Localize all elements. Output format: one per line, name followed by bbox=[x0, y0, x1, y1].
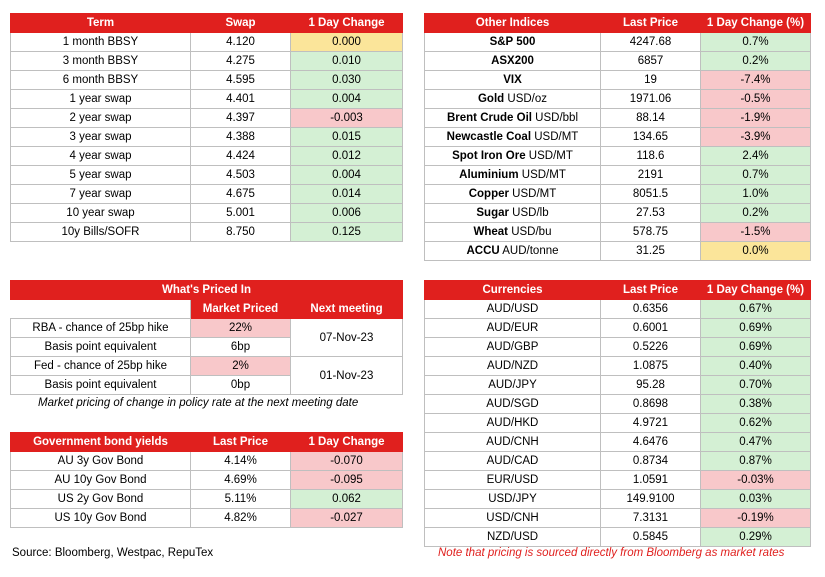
bond-price: 4.82% bbox=[191, 509, 291, 528]
currency-pair: AUD/EUR bbox=[425, 319, 601, 338]
swap-value: 4.595 bbox=[191, 71, 291, 90]
index-unit: USD/oz bbox=[507, 93, 548, 105]
index-label: S&P 500 bbox=[489, 36, 536, 48]
table-row bbox=[425, 185, 811, 204]
currency-change: -0.03% bbox=[701, 471, 811, 490]
table-row bbox=[11, 90, 403, 109]
table-row bbox=[425, 414, 811, 433]
table-row bbox=[425, 319, 811, 338]
index-label: Sugar bbox=[476, 207, 509, 219]
index-label: Aluminium bbox=[459, 169, 519, 181]
bond-name: AU 3y Gov Bond bbox=[11, 452, 191, 471]
index-name bbox=[425, 147, 601, 166]
swap-value: 4.424 bbox=[191, 147, 291, 166]
whats-priced-in-table bbox=[10, 280, 403, 395]
table-row bbox=[425, 300, 811, 319]
index-unit: USD/MT bbox=[512, 188, 557, 200]
table-row bbox=[425, 452, 811, 471]
header-currency-last-price: Last Price bbox=[601, 281, 701, 300]
table-row bbox=[425, 52, 811, 71]
index-unit: USD/MT bbox=[534, 131, 579, 143]
index-label: Brent Crude Oil bbox=[446, 112, 532, 124]
header-bond-1day-change: 1 Day Change bbox=[291, 433, 403, 452]
currency-price: 4.9721 bbox=[601, 414, 701, 433]
index-name bbox=[425, 52, 601, 71]
table-row bbox=[11, 71, 403, 90]
table-row bbox=[425, 528, 811, 547]
table-row bbox=[425, 509, 811, 528]
table-row bbox=[425, 395, 811, 414]
currency-change: 0.62% bbox=[701, 414, 811, 433]
swap-term: 2 year swap bbox=[11, 109, 191, 128]
currency-change: -0.19% bbox=[701, 509, 811, 528]
index-price: 1971.06 bbox=[601, 90, 701, 109]
index-unit: USD/bu bbox=[511, 226, 552, 238]
table-row bbox=[11, 471, 403, 490]
swap-rates-table bbox=[10, 13, 403, 242]
fed-hike-value: 2% bbox=[191, 357, 291, 376]
currency-pair: NZD/USD bbox=[425, 528, 601, 547]
table-row bbox=[11, 509, 403, 528]
currency-pair: AUD/GBP bbox=[425, 338, 601, 357]
header-1day-change-pct: 1 Day Change (%) bbox=[701, 14, 811, 33]
index-price: 19 bbox=[601, 71, 701, 90]
currency-price: 0.8698 bbox=[601, 395, 701, 414]
bond-change: -0.070 bbox=[291, 452, 403, 471]
table-row bbox=[11, 223, 403, 242]
header-other-indices: Other Indices bbox=[425, 14, 601, 33]
currencies-table bbox=[424, 280, 811, 547]
currency-price: 4.6476 bbox=[601, 433, 701, 452]
index-change: -1.9% bbox=[701, 109, 811, 128]
currency-price: 0.5226 bbox=[601, 338, 701, 357]
other-indices-table bbox=[424, 13, 811, 261]
swap-change: -0.003 bbox=[291, 109, 403, 128]
index-change: 2.4% bbox=[701, 147, 811, 166]
currency-change: 0.70% bbox=[701, 376, 811, 395]
index-unit: USD/MT bbox=[521, 169, 566, 181]
index-price: 134.65 bbox=[601, 128, 701, 147]
swap-value: 4.397 bbox=[191, 109, 291, 128]
index-change: 0.2% bbox=[701, 204, 811, 223]
currency-price: 0.8734 bbox=[601, 452, 701, 471]
table-row bbox=[425, 433, 811, 452]
header-bond-last-price: Last Price bbox=[191, 433, 291, 452]
index-price: 2191 bbox=[601, 166, 701, 185]
currency-pair: USD/JPY bbox=[425, 490, 601, 509]
table-row bbox=[425, 128, 811, 147]
currency-change: 0.69% bbox=[701, 319, 811, 338]
index-price: 88.14 bbox=[601, 109, 701, 128]
index-name bbox=[425, 128, 601, 147]
index-name bbox=[425, 33, 601, 52]
rba-hike-value: 22% bbox=[191, 319, 291, 338]
index-label: Copper bbox=[468, 188, 509, 200]
index-label: ASX200 bbox=[491, 55, 534, 67]
currency-change: 0.38% bbox=[701, 395, 811, 414]
currency-pair: AUD/CNH bbox=[425, 433, 601, 452]
bond-change: -0.095 bbox=[291, 471, 403, 490]
table-row bbox=[425, 109, 811, 128]
index-change: -3.9% bbox=[701, 128, 811, 147]
table-row bbox=[425, 471, 811, 490]
rba-bp-value: 6bp bbox=[191, 338, 291, 357]
currency-price: 95.28 bbox=[601, 376, 701, 395]
bond-price: 4.69% bbox=[191, 471, 291, 490]
table-row bbox=[425, 376, 811, 395]
currency-pair: EUR/USD bbox=[425, 471, 601, 490]
index-change: 0.0% bbox=[701, 242, 811, 261]
swap-change: 0.012 bbox=[291, 147, 403, 166]
index-change: 1.0% bbox=[701, 185, 811, 204]
currency-price: 0.6356 bbox=[601, 300, 701, 319]
index-name bbox=[425, 185, 601, 204]
swap-term: 5 year swap bbox=[11, 166, 191, 185]
swap-term: 3 year swap bbox=[11, 128, 191, 147]
rba-hike-label: RBA - chance of 25bp hike bbox=[11, 319, 191, 338]
header-currencies: Currencies bbox=[425, 281, 601, 300]
index-name bbox=[425, 204, 601, 223]
swap-term: 3 month BBSY bbox=[11, 52, 191, 71]
index-change: 0.7% bbox=[701, 166, 811, 185]
swap-value: 5.001 bbox=[191, 204, 291, 223]
swap-change: 0.010 bbox=[291, 52, 403, 71]
bond-price: 4.14% bbox=[191, 452, 291, 471]
index-name bbox=[425, 71, 601, 90]
header-next-meeting: Next meeting bbox=[291, 300, 403, 319]
table-row bbox=[11, 166, 403, 185]
table-row bbox=[11, 128, 403, 147]
index-price: 578.75 bbox=[601, 223, 701, 242]
index-change: 0.7% bbox=[701, 33, 811, 52]
currency-pair: AUD/CAD bbox=[425, 452, 601, 471]
bond-name: AU 10y Gov Bond bbox=[11, 471, 191, 490]
index-price: 118.6 bbox=[601, 147, 701, 166]
swap-term: 6 month BBSY bbox=[11, 71, 191, 90]
swap-term: 10y Bills/SOFR bbox=[11, 223, 191, 242]
table-row bbox=[11, 490, 403, 509]
table-row bbox=[425, 357, 811, 376]
swap-term: 7 year swap bbox=[11, 185, 191, 204]
table-row bbox=[11, 452, 403, 471]
index-price: 4247.68 bbox=[601, 33, 701, 52]
header-last-price: Last Price bbox=[601, 14, 701, 33]
currency-pair: AUD/JPY bbox=[425, 376, 601, 395]
currency-change: 0.40% bbox=[701, 357, 811, 376]
table-row bbox=[11, 52, 403, 71]
swap-value: 4.675 bbox=[191, 185, 291, 204]
table-row bbox=[425, 71, 811, 90]
currency-price: 0.5845 bbox=[601, 528, 701, 547]
index-change: -1.5% bbox=[701, 223, 811, 242]
table-row bbox=[425, 166, 811, 185]
swap-change: 0.004 bbox=[291, 90, 403, 109]
swap-value: 4.401 bbox=[191, 90, 291, 109]
table-row bbox=[425, 90, 811, 109]
fed-next-meeting: 01-Nov-23 bbox=[291, 357, 403, 395]
index-name bbox=[425, 109, 601, 128]
header-term: Term bbox=[11, 14, 191, 33]
swap-change: 0.004 bbox=[291, 166, 403, 185]
currency-change: 0.03% bbox=[701, 490, 811, 509]
currency-price: 7.3131 bbox=[601, 509, 701, 528]
index-unit: USD/lb bbox=[512, 207, 549, 219]
rba-bp-label: Basis point equivalent bbox=[11, 338, 191, 357]
header-swap: Swap bbox=[191, 14, 291, 33]
index-price: 8051.5 bbox=[601, 185, 701, 204]
header-1day-change: 1 Day Change bbox=[291, 14, 403, 33]
fed-bp-label: Basis point equivalent bbox=[11, 376, 191, 395]
bond-change: -0.027 bbox=[291, 509, 403, 528]
index-label: Newcastle Coal bbox=[446, 131, 532, 143]
index-label: ACCU bbox=[466, 245, 500, 257]
source-note: Source: Bloomberg, Westpac, RepuTex bbox=[12, 547, 214, 559]
index-change: -7.4% bbox=[701, 71, 811, 90]
index-name bbox=[425, 90, 601, 109]
government-bond-yields-table bbox=[10, 432, 403, 528]
currency-pair: USD/CNH bbox=[425, 509, 601, 528]
table-row bbox=[11, 204, 403, 223]
currency-change: 0.47% bbox=[701, 433, 811, 452]
swap-term: 1 year swap bbox=[11, 90, 191, 109]
bond-name: US 10y Gov Bond bbox=[11, 509, 191, 528]
swap-term: 4 year swap bbox=[11, 147, 191, 166]
index-unit: USD/bbl bbox=[535, 112, 578, 124]
table-row bbox=[425, 490, 811, 509]
index-unit: AUD/tonne bbox=[502, 245, 559, 257]
index-change: 0.2% bbox=[701, 52, 811, 71]
swap-value: 8.750 bbox=[191, 223, 291, 242]
swap-value: 4.275 bbox=[191, 52, 291, 71]
table-row bbox=[425, 223, 811, 242]
swap-change: 0.125 bbox=[291, 223, 403, 242]
table-row bbox=[425, 338, 811, 357]
index-price: 27.53 bbox=[601, 204, 701, 223]
currency-pair: AUD/USD bbox=[425, 300, 601, 319]
currency-price: 1.0875 bbox=[601, 357, 701, 376]
bond-price: 5.11% bbox=[191, 490, 291, 509]
rba-next-meeting: 07-Nov-23 bbox=[291, 319, 403, 357]
bond-change: 0.062 bbox=[291, 490, 403, 509]
swap-value: 4.503 bbox=[191, 166, 291, 185]
table-row bbox=[425, 204, 811, 223]
priced-note: Market pricing of change in policy rate at the next meeting date bbox=[38, 397, 359, 409]
currency-pair: AUD/HKD bbox=[425, 414, 601, 433]
fed-hike-label: Fed - chance of 25bp hike bbox=[11, 357, 191, 376]
currency-change: 0.69% bbox=[701, 338, 811, 357]
swap-change: 0.006 bbox=[291, 204, 403, 223]
currency-price: 1.0591 bbox=[601, 471, 701, 490]
fed-bp-value: 0bp bbox=[191, 376, 291, 395]
table-row bbox=[425, 242, 811, 261]
index-price: 31.25 bbox=[601, 242, 701, 261]
currency-pair: AUD/SGD bbox=[425, 395, 601, 414]
header-market-priced: Market Priced bbox=[191, 300, 291, 319]
swap-value: 4.120 bbox=[191, 33, 291, 52]
swap-change: 0.015 bbox=[291, 128, 403, 147]
priced-title: What's Priced In bbox=[11, 281, 403, 300]
index-name bbox=[425, 242, 601, 261]
currency-change: 0.67% bbox=[701, 300, 811, 319]
bond-name: US 2y Gov Bond bbox=[11, 490, 191, 509]
swap-value: 4.388 bbox=[191, 128, 291, 147]
table-row bbox=[11, 33, 403, 52]
currency-change: 0.87% bbox=[701, 452, 811, 471]
header-government-bond-yields: Government bond yields bbox=[11, 433, 191, 452]
index-name bbox=[425, 223, 601, 242]
swap-change: 0.030 bbox=[291, 71, 403, 90]
table-row bbox=[11, 109, 403, 128]
table-row bbox=[11, 185, 403, 204]
index-unit: USD/MT bbox=[528, 150, 573, 162]
pricing-note: Note that pricing is sourced directly from Bloomberg as market rates bbox=[438, 547, 785, 559]
index-price: 6857 bbox=[601, 52, 701, 71]
currency-pair: AUD/NZD bbox=[425, 357, 601, 376]
currency-change: 0.29% bbox=[701, 528, 811, 547]
table-row bbox=[425, 33, 811, 52]
swap-change: 0.000 bbox=[291, 33, 403, 52]
index-change: -0.5% bbox=[701, 90, 811, 109]
swap-term: 1 month BBSY bbox=[11, 33, 191, 52]
index-label: Gold bbox=[477, 93, 505, 105]
currency-price: 149.9100 bbox=[601, 490, 701, 509]
table-row bbox=[11, 147, 403, 166]
currency-price: 0.6001 bbox=[601, 319, 701, 338]
index-label: VIX bbox=[503, 74, 522, 86]
header-currency-1day-change: 1 Day Change (%) bbox=[701, 281, 811, 300]
swap-change: 0.014 bbox=[291, 185, 403, 204]
index-label: Spot Iron Ore bbox=[452, 150, 526, 162]
index-label: Wheat bbox=[473, 226, 508, 238]
index-name bbox=[425, 166, 601, 185]
table-row bbox=[425, 147, 811, 166]
swap-term: 10 year swap bbox=[11, 204, 191, 223]
